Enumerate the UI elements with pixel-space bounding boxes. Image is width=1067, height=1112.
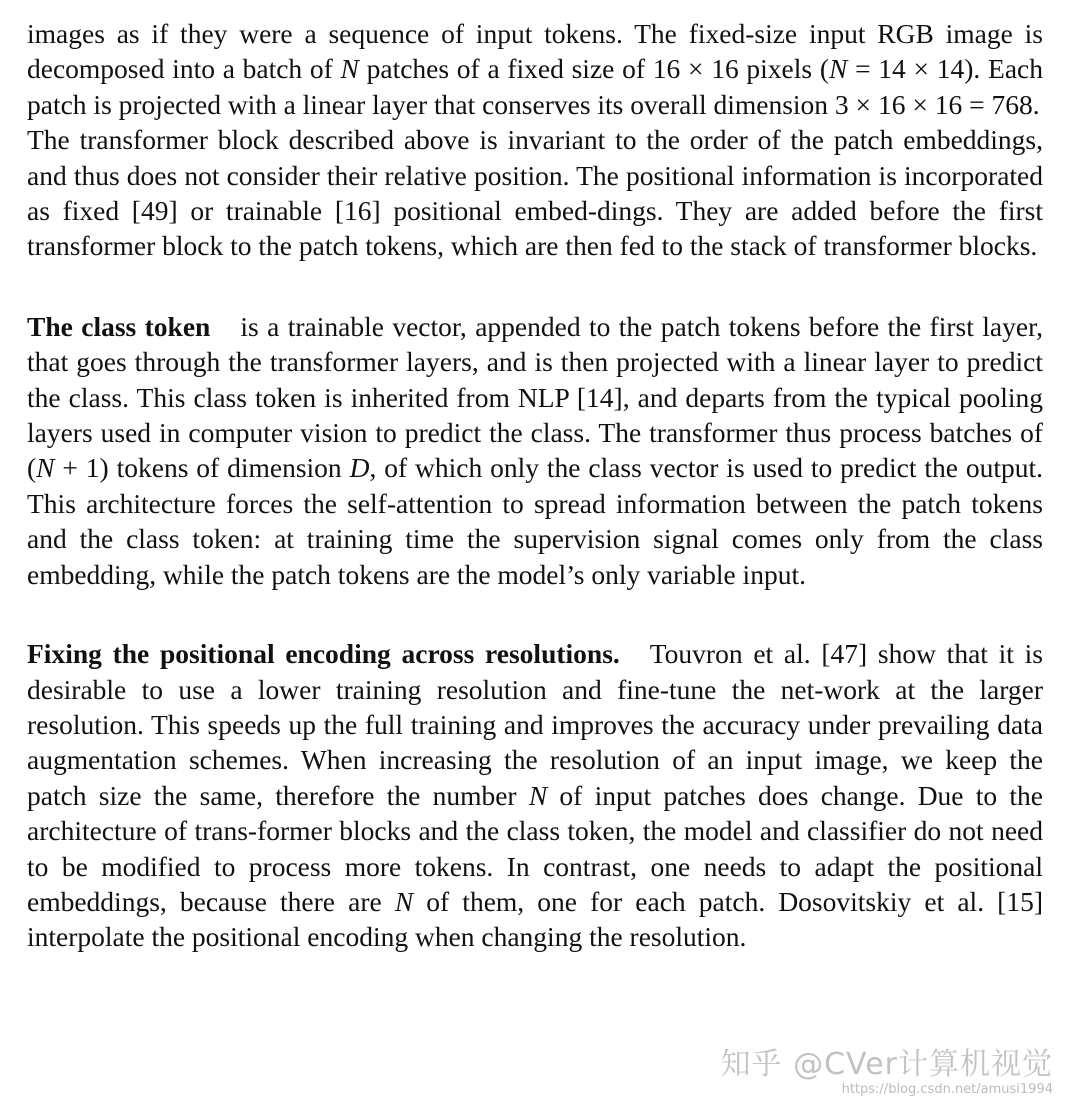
math-n: N bbox=[394, 885, 414, 917]
paragraph-positional-embeddings: The transformer block described above is invariant to the order of the patch embeddings, and thus does not consider their relative position. The positional information is incorporated as fixed [49] or trainable [16] positional embed-dings. They are added before the first transformer block to the patch tokens, which are then fed to the stack of transformer blocks. bbox=[27, 124, 1043, 262]
math-n: N bbox=[528, 779, 548, 811]
math-d: D bbox=[349, 452, 370, 484]
math-n: N bbox=[340, 53, 359, 85]
paper-page bbox=[27, 16, 1043, 955]
watermark bbox=[721, 1048, 1053, 1098]
paragraph-class-token: The class token is a trainable vector, appended to the patch tokens before the first layer, that goes through the transformer layers, and is then projected with a linear layer to predict the class. This class token is inherited from NLP [14], and departs from the typical pooling layers used in computer vision to predict the class. The transformer thus process batches of (N + 1) tokens of dimension D, of which only the class vector is used to predict the output. This architecture forces the self-attention to spread information between the patch tokens and the class token: at training time the supervision signal comes only from the class embedding, while the patch tokens are the model’s only variable input. bbox=[27, 310, 1043, 590]
run-in-heading-positional-encoding: Fixing the positional encoding across resolutions. bbox=[27, 638, 620, 670]
math-n: N bbox=[829, 53, 848, 85]
math-n: N bbox=[36, 452, 55, 484]
run-in-heading-class-token: The class token bbox=[27, 310, 211, 342]
watermark-url-text: https://blog.csdn.net/amusi1994 bbox=[841, 1082, 1053, 1097]
paragraph-patch-tokens: images as if they were a sequence of input tokens. The fixed-size input RGB image is decomposed into a batch of N patches of a fixed size of 16 × 16 pixels (N = 14 × 14). Each patch is projected with a linear layer that conserves its overall dimension 3 × 16 × 16 = 768. bbox=[27, 18, 1043, 120]
watermark-main-text: 知乎 @CVer计算机视觉 bbox=[720, 1047, 1053, 1082]
paragraph-positional-encoding-resolutions: Fixing the positional encoding across resolutions. Touvron et al. [47] show that it is desirable to use a lower training resolution and fine-tune the net-work at the larger resolution. This speeds up the full training and improves the accuracy under prevailing data augmentation schemes. When increasing the resolution of an input image, we keep the patch size the same, therefore the number N of input patches does change. Due to the architecture of trans-former blocks and the class token, the model and classifier do not need to be modified to process more tokens. In contrast, one needs to adapt the positional embeddings, because there are N of them, one for each patch. Dosovitskiy et al. [15] interpolate the positional encoding when changing the resolution. bbox=[27, 638, 1044, 953]
